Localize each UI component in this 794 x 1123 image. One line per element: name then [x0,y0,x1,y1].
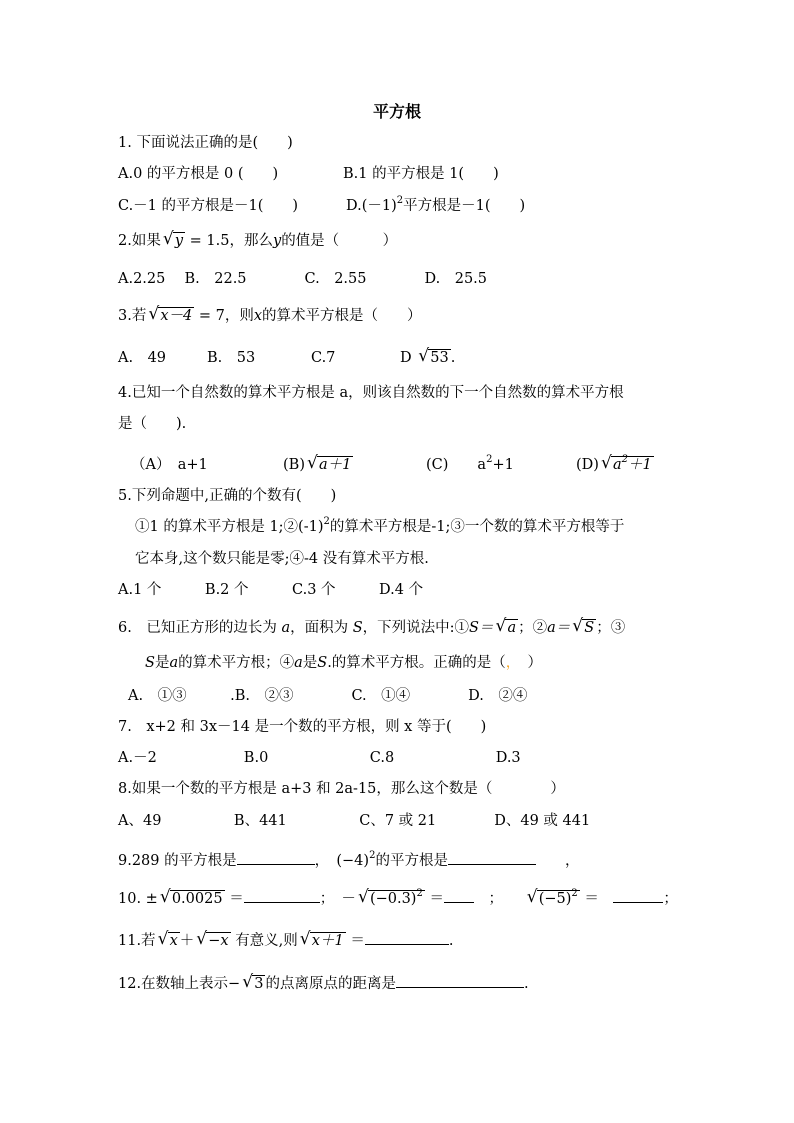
q3-option-d: D √ 53 . [400,346,456,366]
q4-option-c: (C) $a^2+1$ [426,454,514,473]
q10: 10. ± √ 0.0025 ＝ ； － √ $(-0.3)^2$ ＝ ； √ $(-5)^2$ ＝ ； [118,887,678,907]
q1-stem: 1. 下面说法正确的是( ) [118,135,293,151]
q6-line-1: 6. 已知正方形的边长为 a，面积为 S，下列说法中:①S＝ √ a ；②a＝ √ S ；③ [118,616,626,636]
q1-option-b: B.1 的平方根是 1( ) [343,166,499,182]
answer-blank[interactable] [444,888,474,903]
q9: 9.289 的平方根是 ， $(-4)^2$的平方根是 ， [118,850,580,869]
q1-option-a: A.0 的平方根是 0 ( ) [118,166,279,182]
q5-line-2: 它本身,这个数只能是零;④-4 没有算术平方根. [135,551,429,567]
answer-blank[interactable] [244,888,320,903]
page-title: 平方根 [372,102,421,121]
q4-option-a: （A） a+1 [131,457,208,473]
q4-option-b: (B) √ a＋1 [283,453,352,473]
q12: 12.在数轴上表示− √ 3 的点离原点的距离是 . [118,972,529,992]
q3-option-a: A. 49 [118,350,167,366]
q6-line-2: S是a的算术平方根；④a是S.的算术平方根。正确的是（， ） [145,655,543,671]
answer-blank[interactable] [396,973,524,988]
q2-stem: 2.如果 √ y = 1.5，那么y的值是（ ） [118,229,398,249]
q8-stem: 8.如果一个数的平方根是 a+3 和 2a-15，那么这个数是（ ） [118,781,565,797]
q3-option-c: C.7 [311,350,336,366]
q1-option-c: C.－1 的平方根是－1( ) [118,198,299,214]
answer-blank[interactable] [448,850,536,865]
q3-option-b: B. 53 [207,350,256,366]
q7-stem: 7. x+2 和 3x－14 是一个数的平方根，则 x 等于( ) [118,719,487,735]
q1-option-d: $D.(-1)^2$平方根是－1( ) [346,195,526,214]
answer-blank[interactable] [237,850,315,865]
q5-line-1: ①1 的算术平方根是 $1;②(-1)^2$的算术平方根是-1;③一个数的算术平方根等于 [135,516,625,535]
sqrt-y: √ y [162,229,184,249]
q11: 11.若 √ x ＋ √ −x 有意义,则 √ x＋1 ＝ . [118,929,454,949]
answer-blank[interactable] [365,930,449,945]
answer-blank[interactable] [613,888,663,903]
q6-options: A. ①③ .B. ②③ C. ①④ D. ②④ [128,688,528,704]
q4-option-d: (D) √ $a^2+1$ [576,453,652,473]
q4-line-2: 是（ ). [118,416,187,432]
q7-options: A.－2 B.0 C.8 D.3 [118,750,521,766]
sqrt-x-minus-4: √ x－4 [148,304,193,324]
q2-options: A.2.25 B. 22.5 C. 2.55 D. 25.5 [118,271,487,287]
q5-options: A.1 个 B.2 个 C.3 个 D.4 个 [118,582,424,598]
q8-options: A、49 B、441 C、7 或 21 D、49 或 441 [118,813,591,829]
q4-line-1: 4.已知一个自然数的算术平方根是 a，则该自然数的下一个自然数的算术平方根 [118,385,624,401]
q5-stem: 5.下列命题中,正确的个数有( ) [118,488,337,504]
q3-stem: 3.若 √ x－4 = 7，则x的算术平方根是（ ） [118,304,422,324]
